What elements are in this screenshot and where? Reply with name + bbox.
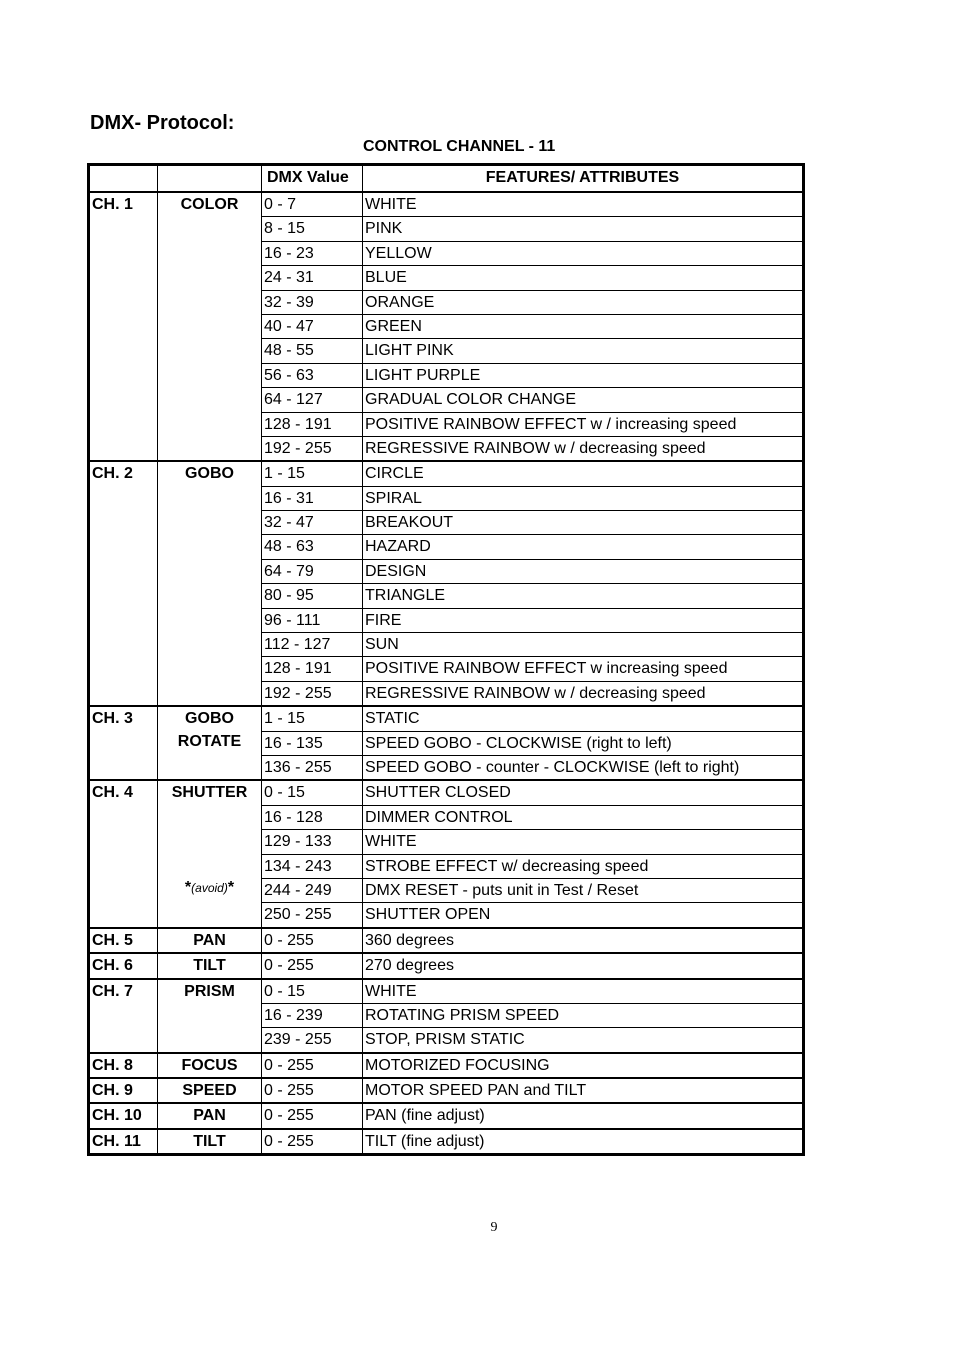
dmx-value-cell: 136 - 255: [262, 755, 363, 780]
table-row: [89, 780, 804, 805]
feature-cell: STATIC: [363, 706, 804, 731]
function-cell: [158, 192, 262, 461]
channel-cell: CH. 7: [89, 979, 158, 1053]
header-function: [158, 165, 262, 193]
dmx-value-cell: 1 - 15: [262, 706, 363, 731]
avoid-label: (avoid): [191, 881, 228, 896]
function-cell: [158, 706, 262, 780]
table-row: [89, 1053, 804, 1078]
feature-cell: YELLOW: [363, 241, 804, 265]
dmx-value-cell: 0 - 7: [262, 192, 363, 217]
avoid-asterisk: *: [184, 879, 192, 897]
table-row: [89, 192, 804, 217]
function-label: FOCUS: [181, 1056, 238, 1074]
function-label-line2: ROTATE: [177, 733, 242, 751]
function-cell: [158, 1078, 262, 1103]
feature-cell: ROTATING PRISM SPEED: [363, 1003, 804, 1027]
feature-cell: ORANGE: [363, 290, 804, 314]
channel-cell: CH. 1: [89, 192, 158, 461]
dmx-value-cell: 0 - 255: [262, 953, 363, 978]
function-cell: [158, 928, 262, 953]
table-row: [89, 1129, 804, 1155]
dmx-value-cell: 48 - 55: [262, 339, 363, 363]
table-header-row: [89, 165, 804, 193]
feature-cell: SUN: [363, 633, 804, 657]
dmx-value-cell: 134 - 243: [262, 854, 363, 878]
table-row: [89, 953, 804, 978]
feature-cell: SHUTTER CLOSED: [363, 780, 804, 805]
dmx-value-cell: 16 - 23: [262, 241, 363, 265]
dmx-value-cell: 0 - 255: [262, 1103, 363, 1128]
dmx-value-cell: 64 - 79: [262, 559, 363, 583]
dmx-value-cell: 192 - 255: [262, 436, 363, 461]
table-row: [89, 461, 804, 486]
channel-cell: CH. 10: [89, 1103, 158, 1128]
dmx-value-cell: 16 - 31: [262, 486, 363, 510]
feature-cell: GRADUAL COLOR CHANGE: [363, 388, 804, 412]
dmx-value-cell: 56 - 63: [262, 363, 363, 387]
function-label: COLOR: [180, 196, 239, 213]
channel-cell: CH. 3: [89, 706, 158, 780]
function-cell: [158, 979, 262, 1053]
dmx-value-cell: 0 - 255: [262, 1053, 363, 1078]
channel-cell: CH. 11: [89, 1129, 158, 1155]
feature-cell: PINK: [363, 217, 804, 241]
feature-cell: CIRCLE: [363, 461, 804, 486]
feature-cell: SPEED GOBO - CLOCKWISE (right to left): [363, 731, 804, 755]
feature-cell: SHUTTER OPEN: [363, 903, 804, 928]
feature-cell: SPEED GOBO - counter - CLOCKWISE (left to right): [363, 755, 804, 780]
dmx-value-cell: 0 - 255: [262, 1129, 363, 1155]
feature-cell: FIRE: [363, 608, 804, 632]
function-cell: [158, 461, 262, 706]
table-row: [89, 1078, 804, 1103]
feature-cell: DIMMER CONTROL: [363, 805, 804, 829]
feature-cell: MOTORIZED FOCUSING: [363, 1053, 804, 1078]
table-row: [89, 928, 804, 953]
dmx-value-cell: 0 - 15: [262, 979, 363, 1004]
feature-cell: WHITE: [363, 192, 804, 217]
feature-cell: REGRESSIVE RAINBOW w / decreasing speed: [363, 436, 804, 461]
feature-cell: SPIRAL: [363, 486, 804, 510]
dmx-value-cell: 1 - 15: [262, 461, 363, 486]
dmx-value-cell: 250 - 255: [262, 903, 363, 928]
dmx-value-cell: 128 - 191: [262, 657, 363, 681]
page-heading: DMX- Protocol:: [90, 112, 235, 134]
function-label: SPEED: [182, 1082, 237, 1100]
dmx-value-cell: 112 - 127: [262, 633, 363, 657]
function-cell: [158, 780, 262, 927]
channel-cell: CH. 5: [89, 928, 158, 953]
function-label: PAN: [193, 931, 226, 949]
dmx-value-cell: 16 - 135: [262, 731, 363, 755]
function-label: GOBO: [185, 710, 234, 728]
dmx-value-cell: 16 - 239: [262, 1003, 363, 1027]
table-row: [89, 706, 804, 731]
header-channel: [89, 165, 158, 193]
dmx-value-cell: 48 - 63: [262, 535, 363, 559]
channel-cell: CH. 4: [89, 780, 158, 927]
dmx-protocol-table: [87, 163, 805, 1156]
dmx-value-cell: 129 - 133: [262, 830, 363, 854]
channel-cell: CH. 2: [89, 461, 158, 706]
feature-cell: MOTOR SPEED PAN and TILT: [363, 1078, 804, 1103]
feature-cell: DESIGN: [363, 559, 804, 583]
avoid-asterisk: *: [227, 879, 235, 897]
function-label: GOBO: [185, 465, 234, 483]
feature-cell: POSITIVE RAINBOW EFFECT w increasing speed: [363, 657, 804, 681]
function-cell: [158, 1103, 262, 1128]
feature-cell: DMX RESET - puts unit in Test / Reset: [363, 878, 804, 902]
dmx-value-cell: 32 - 39: [262, 290, 363, 314]
feature-cell: REGRESSIVE RAINBOW w / decreasing speed: [363, 681, 804, 706]
dmx-value-cell: 0 - 255: [262, 1078, 363, 1103]
feature-cell: WHITE: [363, 979, 804, 1004]
feature-cell: 360 degrees: [363, 928, 804, 953]
channel-cell: CH. 6: [89, 953, 158, 978]
dmx-value-cell: 40 - 47: [262, 314, 363, 338]
feature-cell: LIGHT PINK: [363, 339, 804, 363]
header-dmx-value: DMX Value: [262, 165, 363, 193]
table-row: [89, 979, 804, 1004]
dmx-value-cell: 64 - 127: [262, 388, 363, 412]
dmx-value-cell: 80 - 95: [262, 584, 363, 608]
dmx-value-cell: 16 - 128: [262, 805, 363, 829]
feature-cell: 270 degrees: [363, 953, 804, 978]
feature-cell: WHITE: [363, 830, 804, 854]
feature-cell: GREEN: [363, 314, 804, 338]
feature-cell: BREAKOUT: [363, 511, 804, 535]
feature-cell: HAZARD: [363, 535, 804, 559]
dmx-value-cell: 8 - 15: [262, 217, 363, 241]
dmx-value-cell: 0 - 15: [262, 780, 363, 805]
feature-cell: BLUE: [363, 266, 804, 290]
dmx-value-cell: 239 - 255: [262, 1028, 363, 1053]
function-cell: [158, 1129, 262, 1155]
function-cell: [158, 953, 262, 978]
feature-cell: STROBE EFFECT w/ decreasing speed: [363, 854, 804, 878]
dmx-value-cell: 192 - 255: [262, 681, 363, 706]
feature-cell: TILT (fine adjust): [363, 1129, 804, 1155]
function-cell: [158, 1053, 262, 1078]
function-label: TILT: [193, 1132, 226, 1150]
channel-cell: CH. 9: [89, 1078, 158, 1103]
avoid-note: [160, 876, 259, 900]
dmx-value-cell: 24 - 31: [262, 266, 363, 290]
dmx-value-cell: 96 - 111: [262, 608, 363, 632]
table-body: [89, 192, 804, 1155]
dmx-value-cell: 0 - 255: [262, 928, 363, 953]
channel-cell: CH. 8: [89, 1053, 158, 1078]
table-caption: CONTROL CHANNEL - 11: [363, 138, 556, 155]
function-label: SHUTTER: [171, 784, 248, 802]
dmx-value-cell: 32 - 47: [262, 511, 363, 535]
feature-cell: LIGHT PURPLE: [363, 363, 804, 387]
header-features: FEATURES/ ATTRIBUTES: [363, 165, 804, 193]
feature-cell: TRIANGLE: [363, 584, 804, 608]
feature-cell: PAN (fine adjust): [363, 1103, 804, 1128]
dmx-value-cell: 128 - 191: [262, 412, 363, 436]
feature-cell: POSITIVE RAINBOW EFFECT w / increasing speed: [363, 412, 804, 436]
dmx-value-cell: 244 - 249: [262, 878, 363, 902]
table-row: [89, 1103, 804, 1128]
feature-cell: STOP, PRISM STATIC: [363, 1028, 804, 1053]
function-label: PAN: [193, 1107, 226, 1125]
page-number: 9: [490, 1220, 498, 1235]
function-label: PRISM: [184, 982, 235, 1000]
function-label: TILT: [193, 957, 226, 975]
